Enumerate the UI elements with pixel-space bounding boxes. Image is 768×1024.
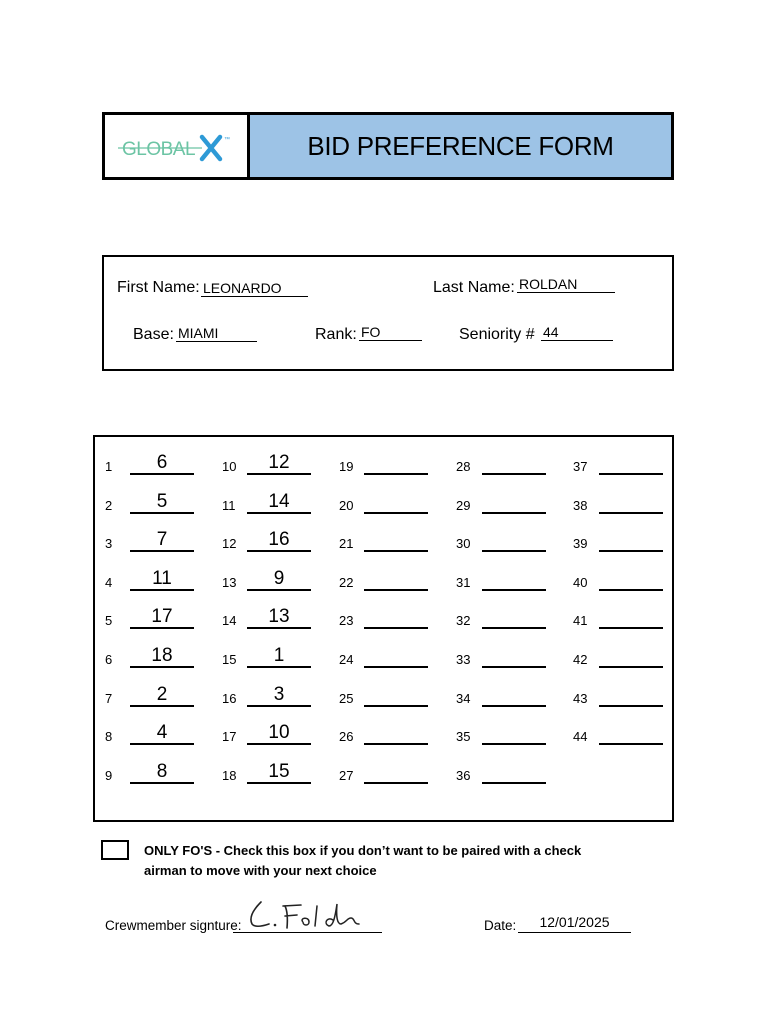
first-name-field[interactable]: LEONARDO xyxy=(201,279,308,297)
preference-number: 4 xyxy=(105,574,113,590)
preference-underline xyxy=(130,589,194,591)
preference-value[interactable]: 11 xyxy=(152,567,172,589)
preference-underline xyxy=(599,705,663,707)
preference-number: 14 xyxy=(222,613,237,629)
preference-number: 8 xyxy=(105,729,113,745)
preference-underline xyxy=(130,512,194,514)
preference-underline xyxy=(482,473,546,475)
preference-underline xyxy=(482,705,546,707)
preference-underline xyxy=(599,743,663,745)
preference-number: 11 xyxy=(222,497,236,513)
preference-number: 39 xyxy=(573,536,588,552)
preference-number: 18 xyxy=(222,767,237,783)
logo-cell xyxy=(105,115,250,177)
seniority-field[interactable]: 44 xyxy=(541,323,613,341)
preference-number: 33 xyxy=(456,652,471,667)
logo-text: GLOBAL xyxy=(122,139,196,160)
rank-field[interactable]: FO xyxy=(359,323,422,341)
preference-value[interactable]: 9 xyxy=(273,567,285,589)
preference-number: 6 xyxy=(105,652,113,667)
preference-value[interactable]: 3 xyxy=(273,683,285,705)
signature-label: Crewmember signture: xyxy=(105,918,242,933)
preference-underline xyxy=(130,705,194,707)
preference-number: 1 xyxy=(105,459,113,474)
form-header xyxy=(102,112,674,180)
preference-number: 12 xyxy=(222,536,237,552)
preference-underline xyxy=(130,666,194,668)
preference-underline xyxy=(364,782,428,784)
preference-underline xyxy=(599,627,663,629)
preference-value[interactable]: 10 xyxy=(268,722,290,744)
preference-underline xyxy=(482,627,546,629)
preference-number: 37 xyxy=(573,459,588,474)
preference-value[interactable]: 15 xyxy=(268,760,290,782)
preference-value[interactable]: 14 xyxy=(268,490,290,512)
base-field[interactable]: MIAMI xyxy=(176,324,257,342)
preference-value[interactable]: 13 xyxy=(268,606,290,628)
checkbox-note: ONLY FO'S - Check this box if you don’t want to be paired with a check airman to move with your next choice xyxy=(144,843,582,878)
preference-underline xyxy=(247,627,311,629)
preference-underline xyxy=(130,473,194,475)
preference-value[interactable]: 7 xyxy=(156,529,168,551)
logo-tm: ™ xyxy=(224,137,230,143)
preference-underline xyxy=(364,512,428,514)
preference-number: 27 xyxy=(339,767,354,783)
preference-number: 2 xyxy=(105,497,113,513)
preference-underline xyxy=(482,782,546,784)
preference-number: 38 xyxy=(573,497,588,513)
bid-preference-grid xyxy=(93,435,674,822)
crewmember-info-box xyxy=(102,255,674,371)
preference-underline xyxy=(599,550,663,552)
preference-underline xyxy=(364,473,428,475)
last-name-field[interactable]: ROLDAN xyxy=(517,275,615,293)
preference-underline xyxy=(482,550,546,552)
preference-number: 31 xyxy=(456,574,471,590)
preference-number: 36 xyxy=(456,767,471,783)
preference-number: 19 xyxy=(339,459,354,474)
preference-number: 40 xyxy=(573,574,588,590)
preference-number: 41 xyxy=(573,613,588,629)
no-check-airman-checkbox[interactable] xyxy=(101,840,129,860)
preference-number: 28 xyxy=(456,459,471,474)
preference-underline xyxy=(247,782,311,784)
rank-label: Rank: xyxy=(315,326,357,343)
preference-value[interactable]: 4 xyxy=(156,722,168,744)
preference-value[interactable]: 8 xyxy=(156,760,168,782)
preference-underline xyxy=(599,666,663,668)
preference-underline xyxy=(247,705,311,707)
preference-number: 9 xyxy=(105,767,113,783)
date-field[interactable]: 12/01/2025 xyxy=(539,914,610,930)
preference-value[interactable]: 16 xyxy=(268,529,290,551)
preference-number: 26 xyxy=(339,729,354,745)
preference-underline xyxy=(599,589,663,591)
preference-value[interactable]: 6 xyxy=(156,452,168,473)
preference-underline xyxy=(130,550,194,552)
date-line xyxy=(518,932,631,933)
form-title: BID PREFERENCE FORM xyxy=(250,115,671,177)
preference-number: 30 xyxy=(456,536,471,552)
preference-number: 17 xyxy=(222,729,237,745)
seniority-label: Seniority # xyxy=(459,326,535,343)
preference-underline xyxy=(364,550,428,552)
preference-value[interactable]: 17 xyxy=(151,606,173,628)
preference-underline xyxy=(482,589,546,591)
preference-underline xyxy=(364,589,428,591)
preference-underline xyxy=(247,743,311,745)
preference-number: 43 xyxy=(573,690,588,706)
globalx-logo-icon xyxy=(116,129,236,163)
preference-number: 7 xyxy=(105,690,113,706)
preference-underline xyxy=(482,743,546,745)
preference-number: 21 xyxy=(339,536,354,552)
preference-underline xyxy=(364,705,428,707)
base-label: Base: xyxy=(133,326,174,343)
preference-number: 34 xyxy=(456,690,471,706)
preference-number: 5 xyxy=(105,613,113,629)
preference-number: 13 xyxy=(222,574,237,590)
preference-value[interactable]: 2 xyxy=(156,683,168,705)
last-name-label: Last Name: xyxy=(433,279,515,296)
preference-number: 35 xyxy=(456,729,471,745)
preference-number: 10 xyxy=(222,459,237,474)
preference-number: 29 xyxy=(456,497,471,513)
preference-number: 42 xyxy=(573,652,588,667)
preference-number: 25 xyxy=(339,690,354,706)
preference-underline xyxy=(130,743,194,745)
preference-underline xyxy=(247,473,311,475)
preference-number: 22 xyxy=(339,574,354,590)
preference-number: 3 xyxy=(105,536,113,552)
preference-underline xyxy=(482,666,546,668)
first-name-label: First Name: xyxy=(117,279,200,296)
preference-underline xyxy=(247,666,311,668)
preference-underline xyxy=(247,550,311,552)
preference-underline xyxy=(364,743,428,745)
date-label: Date: xyxy=(484,918,517,933)
handwritten-signature-icon xyxy=(243,896,368,936)
preference-value[interactable]: 18 xyxy=(151,645,173,666)
preference-value[interactable]: 1 xyxy=(273,645,285,666)
preference-number: 44 xyxy=(573,729,588,745)
preference-underline xyxy=(247,512,311,514)
preference-underline xyxy=(130,627,194,629)
preference-number: 24 xyxy=(339,652,354,667)
preference-underline xyxy=(130,782,194,784)
preference-underline xyxy=(599,512,663,514)
preference-underline xyxy=(482,512,546,514)
preference-underline xyxy=(247,589,311,591)
preference-number: 16 xyxy=(222,690,237,706)
preference-number: 20 xyxy=(339,497,354,513)
preference-underline xyxy=(364,666,428,668)
preference-underline xyxy=(599,473,663,475)
preference-number: 23 xyxy=(339,613,354,629)
preference-value[interactable]: 5 xyxy=(156,490,168,512)
preference-number: 32 xyxy=(456,613,471,629)
preference-value[interactable]: 12 xyxy=(268,452,290,473)
preference-number: 15 xyxy=(222,652,237,667)
preference-underline xyxy=(364,627,428,629)
